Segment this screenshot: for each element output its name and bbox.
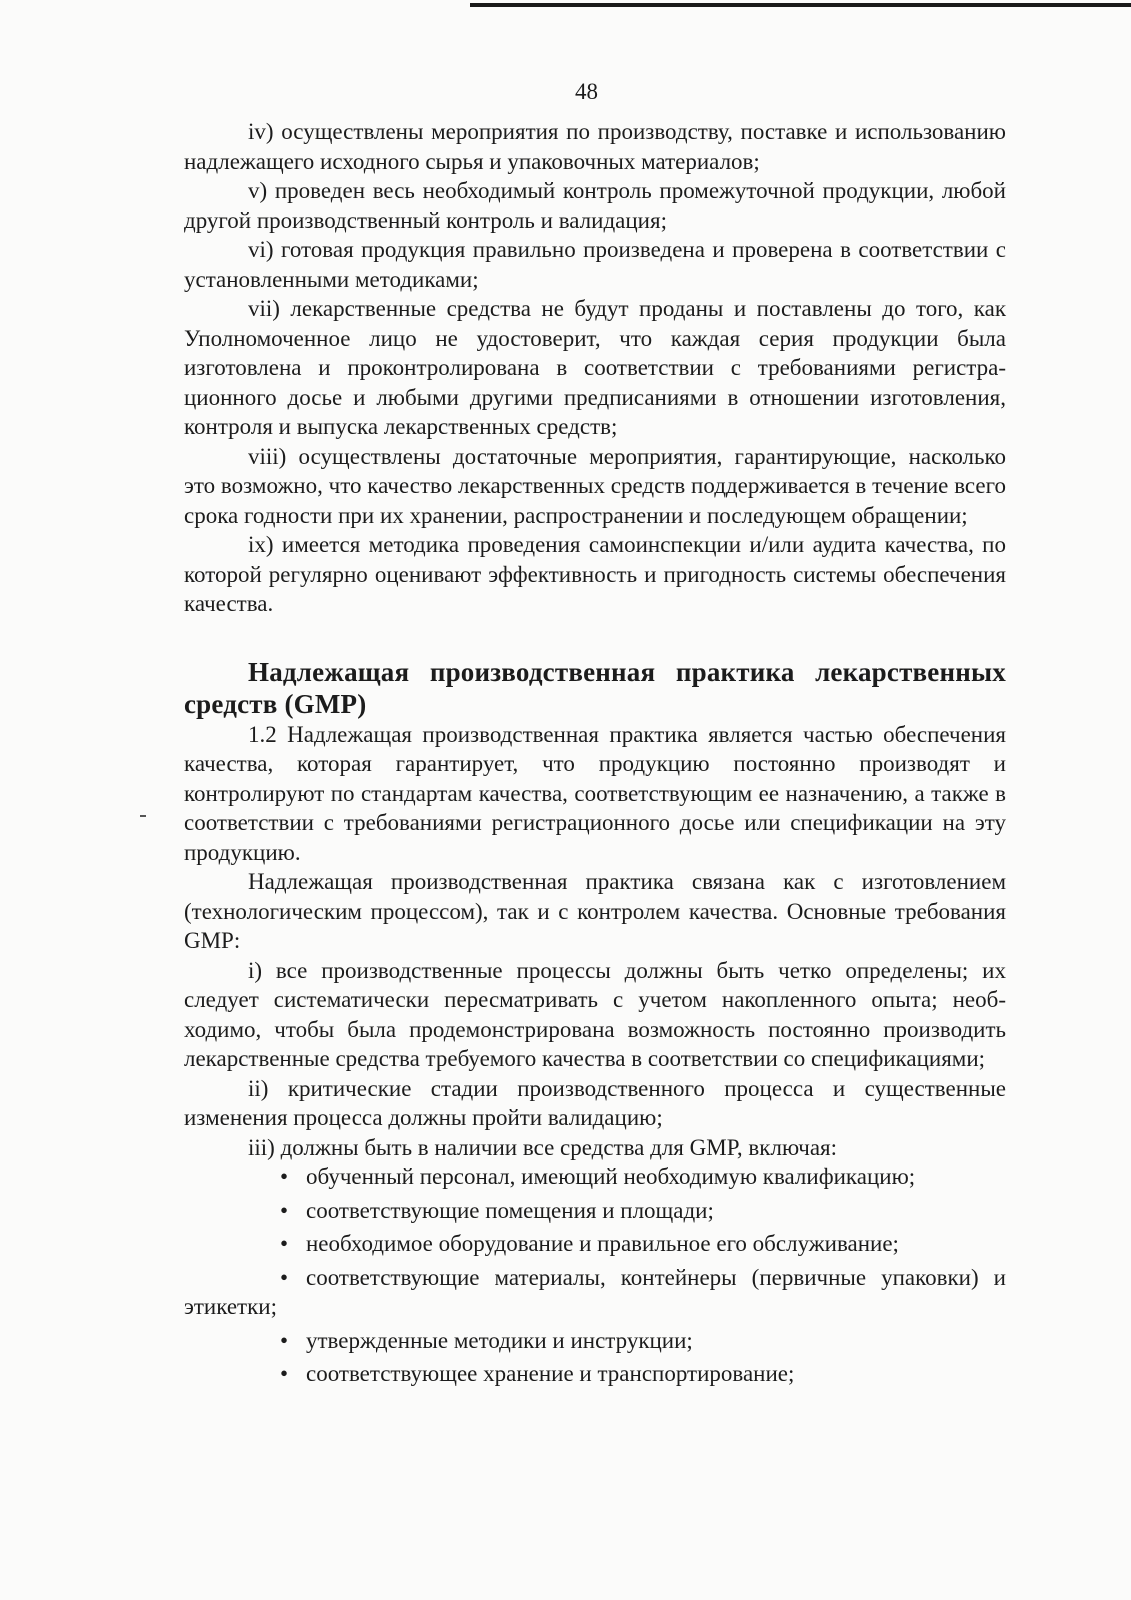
- list-item-text: соответствующее хранение и транспортирование;: [306, 1361, 795, 1386]
- paragraph-iv: iv) осуществлены мероприятия по производству, поставке и использованию надлежащего исходного сырья и упаковочных материалов;: [184, 119, 1006, 174]
- paragraph-1-2: 1.2 Надлежащая производственная практика является частью обеспечения качества, которая гарантирует, что продукцию постоянно производят и контролируют по стандартам качества, соответствующим ее назначению, а также в соответствии с требованиями регистрационного досье или спецификации на эту продукцию.: [184, 721, 1006, 865]
- top-border-line: [470, 3, 1131, 7]
- list-item: [184, 1162, 1006, 1192]
- page-number: 48: [575, 79, 598, 104]
- section-heading-gmp: Надлежащая производственная практика лекарственных средств (GMP): [184, 656, 1006, 719]
- bullet-icon: •: [280, 1164, 289, 1189]
- paragraph-iii: iii) должны быть в наличии все средства для GMP, включая:: [248, 1134, 837, 1160]
- paragraph-ii: ii) критические стадии производственного процесса и существенные изменения процесса должны пройти валидацию;: [184, 1075, 1006, 1130]
- paragraph-gmp-requirements-intro: Надлежащая производственная практика связана как с изготовлением (технологическим процессом), так и с контролем качества. Основные требования GMP:: [184, 869, 1006, 953]
- scan-mark: [140, 815, 146, 817]
- paragraph-ix: ix) имеется методика проведения самоинспекции и/или аудита качества, по которой регулярно оценивают эффективность и пригодность системы обеспечения качества.: [184, 532, 1006, 616]
- list-item: [184, 1196, 1006, 1226]
- list-item-text: соответствующие помещения и площади;: [306, 1197, 714, 1223]
- bullet-icon: •: [280, 1264, 289, 1290]
- paragraph-vii: vii) лекарственные средства не будут проданы и поставлены до того, как Уполномоченное лицо не удостоверит, что каждая серия продукции была изготовлена и проконтролирована в соответствии с требованиями регистрационного досье и любыми другими предписаниями в отношении изготовления, контроля и выпуска лекарственных средств;: [184, 296, 1006, 439]
- bullet-icon: •: [280, 1361, 289, 1386]
- document-body: [184, 117, 1006, 1389]
- bullet-icon: •: [280, 1327, 289, 1353]
- list-item: [184, 1359, 1006, 1389]
- list-item: [184, 1229, 1006, 1259]
- list-item: [184, 1263, 1006, 1322]
- list-item: [184, 1326, 1006, 1356]
- bullet-icon: •: [280, 1197, 289, 1223]
- list-item-text: утвержденные методики и инструкции;: [306, 1327, 693, 1353]
- list-item-text: соответствующие материалы, контейнеры (первичные упаковки) и этикетки;: [184, 1264, 1006, 1319]
- paragraph-vi: vi) готовая продукция правильно произведена и проверена в соответствии с установленными методиками;: [184, 237, 1006, 292]
- gmp-means-list: [184, 1162, 1006, 1389]
- list-item-text: необходимое оборудование и правильное его обслуживание;: [306, 1231, 899, 1256]
- list-item-text: обученный персонал, имеющий необходимую квалификацию;: [306, 1164, 916, 1189]
- paragraph-viii: viii) осуществлены достаточные мероприятия, гарантирующие, насколько это возможно, что качество лекарственных средств поддерживается в течение всего срока годности при их хранении, распространении и последующем обращении;: [184, 443, 1006, 528]
- bullet-icon: •: [280, 1231, 289, 1256]
- paragraph-v: v) проведен весь необходимый контроль промежуточной продукции, любой другой производственный контроль и валидация;: [184, 178, 1006, 233]
- paragraph-i: i) все производственные процессы должны быть четко определены; их следует систематически пересматривать с учетом накопленного опыта; необходимо, чтобы была продемонстрирована возможность постоянно производить лекарственные средства требуемого качества в соответствии со спецификациями;: [184, 957, 1006, 1071]
